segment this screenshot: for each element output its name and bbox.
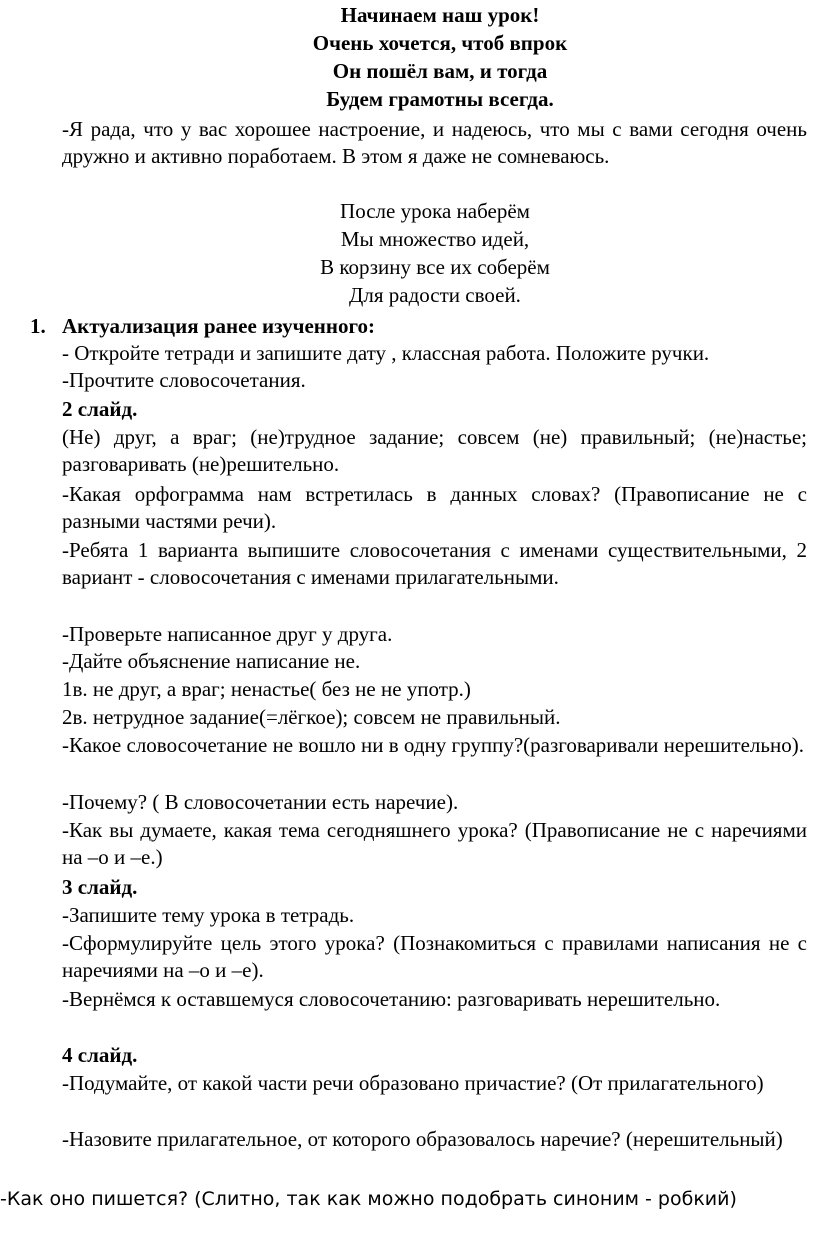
item-variants-task: -Ребята 1 варианта выпишите словосочетания с именами существительными, 2 вариант - словосочетания с именами прилагательными. [62,538,807,589]
title-line-1: Начинаем наш урок! [340,3,540,27]
item-formulate-goal: -Сформулируйте цель этого урока? (Познакомиться с правилами написания не с наречиями на –о и –е). [62,931,807,982]
title-line-2: Очень хочется, чтоб впрок [312,31,568,55]
item-open-notebooks: - Откройте тетради и запишите дату , классная работа. Положите ручки. [62,341,710,365]
intro-paragraph: -Я рада, что у вас хорошее настроение, и надеюсь, что мы с вами сегодня очень дружно и активно поработаем. В этом я даже не сомневаюсь. [62,117,807,168]
title-line-4: Будем грамотны всегда. [326,87,554,111]
slide-3-heading: 3 слайд. [62,875,138,899]
item-write-topic: -Запишите тему урока в тетрадь. [62,903,355,927]
poem-line-3: В корзину все их соберём [320,255,550,279]
poem-line-2: Мы множество идей, [340,227,530,251]
slide-4-heading: 4 слайд. [62,1043,138,1067]
item-explain: -Дайте объяснение написание не. [62,649,361,673]
poem-line-4: Для радости своей. [349,283,521,307]
section-heading: Актуализация ранее изученного: [62,314,375,338]
item-why: -Почему? ( В словосочетании есть наречие). [62,790,459,814]
poem-line-1: После урока наберём [340,199,530,223]
item-lesson-topic: -Как вы думаете, какая тема сегодняшнего урока? (Правописание не с наречиями на –о и –е.) [62,818,807,869]
slide-2-heading: 2 слайд. [62,397,138,421]
item-orthogram-question: -Какая орфограмма нам встретилась в данных словах? (Правописание не с разными частями речи). [62,482,807,533]
last-line: -Как оно пишется? (Слитно, так как можно подобрать синоним - робкий) [0,1188,737,1210]
item-read-phrases: -Прочтите словосочетания. [62,368,306,392]
item-return-phrase: -Вернёмся к оставшемуся словосочетанию: разговаривать нерешительно. [62,987,721,1011]
item-variant-2: 2в. нетрудное задание(=лёгкое); совсем не правильный. [62,705,561,729]
item-name-adjective: -Назовите прилагательное, от которого образовалось наречие? (нерешительный) [62,1127,783,1151]
item-part-of-speech: -Подумайте, от какой части речи образовано причастие? (От прилагательного) [62,1071,764,1095]
title-line-3: Он пошёл вам, и тогда [332,59,548,83]
item-phrases-list: (Не) друг, а враг; (не)трудное задание; совсем (не) правильный; (не)настье; разговаривать (не)решительно. [62,425,807,476]
item-which-phrase: -Какое словосочетание не вошло ни в одну группу?(разговаривали нерешительно). [62,733,804,757]
item-check: -Проверьте написанное друг у друга. [62,622,393,646]
section-number: 1. [30,314,46,338]
item-variant-1: 1в. не друг, а враг; ненастье( без не не употр.) [62,677,471,701]
